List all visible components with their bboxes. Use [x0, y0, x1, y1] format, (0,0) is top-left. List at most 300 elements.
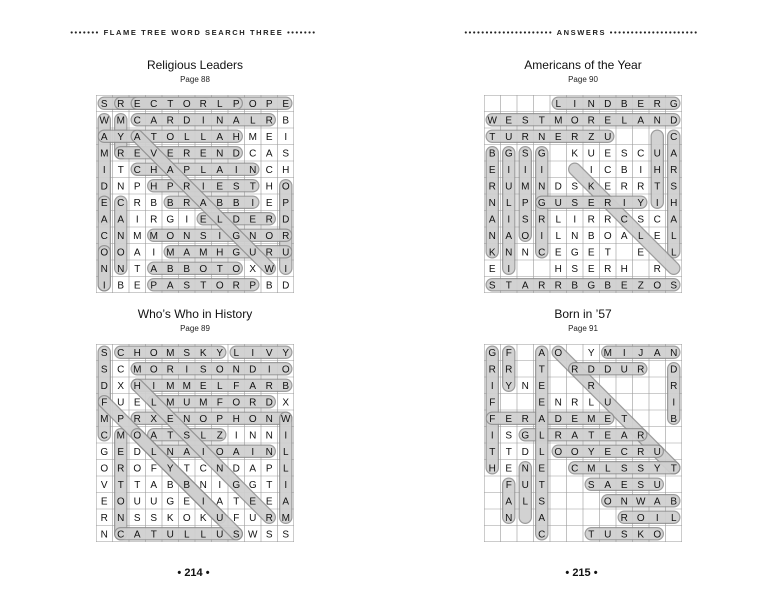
- grid-letter: S: [183, 280, 191, 292]
- grid-letter: W: [99, 115, 109, 127]
- grid-letter: T: [538, 115, 545, 127]
- grid-letter: G: [504, 148, 513, 160]
- grid-letter: R: [571, 364, 579, 376]
- grid-letter: G: [669, 98, 678, 110]
- grid-letter: O: [116, 247, 125, 259]
- grid-letter: N: [100, 263, 108, 275]
- grid-letter: Z: [637, 280, 644, 292]
- grid-letter: K: [166, 512, 174, 524]
- grid-letter: L: [555, 214, 562, 226]
- grid-letter: C: [637, 148, 645, 160]
- grid-letter: R: [637, 364, 645, 376]
- grid-letter: H: [133, 347, 141, 359]
- grid-letter: S: [521, 148, 529, 160]
- grid-letter: R: [604, 263, 612, 275]
- grid-letter: S: [100, 364, 108, 376]
- grid-letter: S: [488, 280, 496, 292]
- grid-letter: R: [488, 364, 496, 376]
- grid-letter: G: [248, 479, 257, 491]
- grid-letter: N: [554, 397, 562, 409]
- grid-letter: M: [182, 380, 191, 392]
- grid-letter: T: [200, 280, 207, 292]
- grid-letter: P: [183, 164, 191, 176]
- grid-letter: N: [199, 479, 207, 491]
- grid-letter: M: [166, 247, 175, 259]
- grid-letter: F: [505, 347, 512, 359]
- grid-letter: A: [538, 512, 546, 524]
- right-page: [388, 0, 775, 600]
- grid-letter: I: [267, 364, 271, 376]
- grid-letter: T: [604, 247, 611, 259]
- grid-letter: M: [199, 247, 208, 259]
- grid-letter: B: [282, 380, 290, 392]
- word-search-grid: [484, 95, 682, 293]
- grid-letter: U: [521, 479, 529, 491]
- grid-letter: C: [199, 463, 207, 475]
- grid-letter: U: [282, 247, 290, 259]
- grid-letter: I: [185, 214, 189, 226]
- grid-letter: E: [199, 380, 207, 392]
- grid-letter: D: [232, 463, 240, 475]
- grid-letter: R: [587, 380, 595, 392]
- grid-letter: A: [620, 430, 628, 442]
- grid-letter: R: [637, 430, 645, 442]
- grid-letter: B: [571, 280, 579, 292]
- grid-letter: R: [521, 131, 529, 143]
- grid-letter: N: [620, 496, 628, 508]
- grid-letter: Y: [637, 197, 645, 209]
- grid-letter: O: [265, 230, 274, 242]
- grid-letter: X: [282, 397, 290, 409]
- grid-letter: R: [117, 148, 125, 160]
- puzzle-page-ref: Page 88: [180, 75, 210, 84]
- grid-letter: T: [150, 131, 157, 143]
- grid-letter: O: [166, 230, 175, 242]
- grid-letter: T: [134, 479, 141, 491]
- grid-letter: L: [621, 115, 628, 127]
- grid-letter: N: [571, 230, 579, 242]
- grid-letter: G: [587, 280, 596, 292]
- grid-letter: I: [201, 446, 205, 458]
- grid-letter: R: [133, 197, 141, 209]
- grid-letter: N: [183, 413, 191, 425]
- grid-letter: P: [166, 181, 174, 193]
- grid-letter: R: [554, 430, 562, 442]
- grid-letter: I: [523, 164, 527, 176]
- grid-letter: H: [150, 181, 158, 193]
- grid-letter: D: [100, 380, 108, 392]
- grid-letter: E: [587, 263, 595, 275]
- grid-letter: O: [100, 247, 109, 259]
- grid-letter: I: [218, 230, 222, 242]
- grid-letter: U: [587, 148, 595, 160]
- grid-letter: F: [489, 413, 496, 425]
- grid-letter: T: [117, 479, 124, 491]
- grid-letter: A: [670, 214, 678, 226]
- grid-letter: F: [505, 479, 512, 491]
- grid-letter: A: [538, 347, 546, 359]
- grid-letter: D: [265, 397, 273, 409]
- grid-letter: P: [282, 197, 290, 209]
- grid-letter: M: [199, 397, 208, 409]
- grid-letter: N: [117, 181, 125, 193]
- grid-letter: H: [282, 164, 290, 176]
- grid-letter: D: [133, 446, 141, 458]
- grid-letter: K: [199, 512, 207, 524]
- grid-letter: E: [620, 280, 628, 292]
- grid-letter: A: [282, 496, 290, 508]
- grid-letter: C: [620, 214, 628, 226]
- grid-letter: O: [603, 230, 612, 242]
- grid-letter: R: [183, 148, 191, 160]
- grid-letter: E: [604, 413, 612, 425]
- grid-letter: O: [133, 430, 142, 442]
- grid-letter: T: [654, 181, 661, 193]
- puzzle-title: Who’s Who in History: [137, 307, 253, 321]
- grid-letter: N: [249, 230, 257, 242]
- grid-letter: C: [653, 214, 661, 226]
- grid-letter: A: [249, 463, 257, 475]
- grid-letter: P: [265, 98, 273, 110]
- grid-letter: B: [166, 479, 174, 491]
- grid-letter: S: [637, 214, 645, 226]
- grid-letter: U: [554, 197, 562, 209]
- grid-letter: A: [521, 280, 529, 292]
- grid-letter: E: [265, 131, 273, 143]
- grid-letter: S: [670, 280, 678, 292]
- grid-letter: I: [622, 347, 626, 359]
- grid-letter: L: [216, 380, 223, 392]
- grid-letter: I: [102, 164, 106, 176]
- grid-letter: C: [117, 364, 125, 376]
- grid-letter: E: [538, 397, 546, 409]
- grid-letter: P: [249, 280, 257, 292]
- grid-letter: I: [135, 214, 139, 226]
- grid-letter: T: [216, 263, 223, 275]
- grid-letter: R: [249, 397, 257, 409]
- grid-letter: M: [100, 148, 109, 160]
- grid-letter: H: [653, 164, 661, 176]
- grid-letter: U: [150, 496, 158, 508]
- grid-letter: N: [670, 347, 678, 359]
- grid-letter: F: [150, 463, 157, 475]
- grid-letter: I: [540, 164, 544, 176]
- puzzle-title: Born in ’57: [554, 307, 612, 321]
- grid-letter: M: [166, 347, 175, 359]
- grid-letter: E: [166, 148, 174, 160]
- grid-letter: I: [284, 479, 288, 491]
- grid-letter: R: [653, 263, 661, 275]
- grid-letter: E: [183, 496, 191, 508]
- grid-letter: A: [117, 214, 125, 226]
- grid-letter: E: [249, 214, 257, 226]
- grid-letter: A: [604, 479, 612, 491]
- page-header: ••••••• FLAME TREE WORD SEARCH THREE •••••••: [70, 28, 317, 37]
- grid-letter: I: [655, 512, 659, 524]
- grid-letter: C: [604, 164, 612, 176]
- grid-letter: D: [282, 280, 290, 292]
- grid-letter: O: [603, 496, 612, 508]
- grid-letter: N: [587, 98, 595, 110]
- grid-letter: M: [133, 364, 142, 376]
- grid-letter: R: [265, 247, 273, 259]
- grid-letter: R: [571, 397, 579, 409]
- grid-letter: D: [183, 115, 191, 127]
- grid-letter: R: [538, 280, 546, 292]
- grid-letter: E: [505, 115, 513, 127]
- grid-letter: N: [216, 148, 224, 160]
- left-page: [0, 0, 387, 600]
- grid-letter: E: [505, 413, 513, 425]
- grid-letter: C: [249, 148, 257, 160]
- grid-letter: A: [150, 263, 158, 275]
- grid-letter: T: [489, 131, 496, 143]
- grid-letter: M: [587, 463, 596, 475]
- grid-letter: H: [265, 181, 273, 193]
- grid-letter: R: [282, 230, 290, 242]
- grid-letter: E: [653, 230, 661, 242]
- grid-letter: A: [505, 496, 513, 508]
- grid-letter: A: [150, 430, 158, 442]
- grid-letter: A: [199, 197, 207, 209]
- grid-letter: N: [117, 230, 125, 242]
- grid-letter: F: [233, 512, 240, 524]
- grid-letter: T: [621, 413, 628, 425]
- grid-letter: N: [265, 430, 273, 442]
- grid-letter: R: [571, 131, 579, 143]
- grid-letter: T: [249, 181, 256, 193]
- grid-letter: L: [555, 98, 562, 110]
- grid-letter: D: [232, 148, 240, 160]
- grid-letter: R: [554, 280, 562, 292]
- grid-letter: T: [538, 364, 545, 376]
- grid-letter: G: [232, 247, 241, 259]
- grid-letter: O: [232, 397, 241, 409]
- grid-letter: B: [117, 280, 125, 292]
- grid-letter: G: [100, 446, 109, 458]
- grid-letter: T: [538, 479, 545, 491]
- grid-letter: L: [233, 347, 240, 359]
- grid-letter: L: [538, 430, 545, 442]
- grid-letter: R: [133, 413, 141, 425]
- grid-letter: M: [603, 347, 612, 359]
- grid-letter: D: [554, 181, 562, 193]
- grid-letter: O: [636, 512, 645, 524]
- grid-letter: I: [573, 214, 577, 226]
- grid-letter: E: [637, 98, 645, 110]
- grid-letter: A: [232, 115, 240, 127]
- grid-letter: U: [166, 529, 174, 541]
- grid-letter: O: [215, 280, 224, 292]
- grid-letter: Y: [505, 380, 513, 392]
- grid-letter: R: [670, 164, 678, 176]
- grid-letter: U: [117, 397, 125, 409]
- grid-letter: O: [182, 512, 191, 524]
- grid-letter: U: [653, 148, 661, 160]
- grid-letter: E: [199, 214, 207, 226]
- grid-letter: E: [604, 430, 612, 442]
- grid-letter: L: [588, 397, 595, 409]
- grid-letter: N: [521, 247, 529, 259]
- grid-letter: O: [199, 263, 208, 275]
- grid-letter: E: [133, 148, 141, 160]
- grid-letter: E: [216, 181, 224, 193]
- grid-letter: N: [488, 230, 496, 242]
- grid-letter: H: [488, 463, 496, 475]
- grid-letter: D: [249, 364, 257, 376]
- grid-letter: O: [554, 347, 563, 359]
- grid-letter: E: [637, 247, 645, 259]
- grid-letter: R: [637, 446, 645, 458]
- grid-letter: O: [232, 263, 241, 275]
- grid-letter: E: [133, 98, 141, 110]
- grid-letter: R: [265, 380, 273, 392]
- grid-letter: E: [587, 197, 595, 209]
- grid-letter: R: [488, 181, 496, 193]
- grid-letter: H: [232, 131, 240, 143]
- grid-letter: N: [505, 512, 513, 524]
- grid-letter: A: [620, 230, 628, 242]
- grid-letter: T: [183, 463, 190, 475]
- grid-letter: R: [604, 197, 612, 209]
- grid-letter: I: [573, 98, 577, 110]
- grid-letter: M: [133, 230, 142, 242]
- grid-letter: S: [670, 181, 678, 193]
- grid-letter: O: [653, 529, 662, 541]
- grid-letter: O: [215, 446, 224, 458]
- grid-letter: V: [265, 347, 273, 359]
- grid-letter: B: [670, 496, 678, 508]
- grid-letter: W: [264, 263, 274, 275]
- grid-letter: A: [637, 115, 645, 127]
- grid-letter: X: [150, 413, 158, 425]
- grid-letter: E: [538, 463, 546, 475]
- grid-letter: Y: [587, 347, 595, 359]
- grid-letter: B: [183, 263, 191, 275]
- grid-letter: I: [622, 197, 626, 209]
- grid-letter: N: [117, 263, 125, 275]
- grid-letter: T: [167, 98, 174, 110]
- grid-letter: Y: [282, 347, 290, 359]
- grid-letter: B: [166, 197, 174, 209]
- grid-letter: N: [232, 364, 240, 376]
- grid-letter: S: [521, 115, 529, 127]
- grid-letter: I: [507, 164, 511, 176]
- grid-letter: E: [133, 397, 141, 409]
- grid-letter: X: [249, 263, 257, 275]
- grid-letter: G: [488, 347, 497, 359]
- grid-letter: L: [505, 197, 512, 209]
- grid-letter: O: [248, 98, 257, 110]
- grid-letter: A: [166, 164, 174, 176]
- grid-letter: C: [117, 197, 125, 209]
- page-number: • 214 •: [177, 567, 210, 579]
- grid-letter: K: [571, 148, 579, 160]
- grid-letter: L: [183, 131, 190, 143]
- grid-letter: G: [521, 430, 530, 442]
- grid-letter: L: [282, 446, 289, 458]
- grid-letter: T: [233, 496, 240, 508]
- grid-letter: O: [199, 413, 208, 425]
- grid-letter: E: [100, 197, 108, 209]
- grid-letter: I: [507, 263, 511, 275]
- grid-letter: T: [266, 479, 273, 491]
- grid-letter: O: [521, 230, 530, 242]
- grid-letter: B: [282, 115, 290, 127]
- grid-letter: K: [199, 347, 207, 359]
- grid-letter: L: [282, 463, 289, 475]
- grid-letter: N: [216, 463, 224, 475]
- grid-letter: B: [620, 164, 628, 176]
- grid-letter: M: [281, 512, 290, 524]
- grid-letter: R: [265, 512, 273, 524]
- grid-letter: B: [183, 479, 191, 491]
- grid-letter: A: [538, 413, 546, 425]
- grid-letter: U: [653, 446, 661, 458]
- grid-letter: O: [215, 364, 224, 376]
- grid-letter: S: [100, 98, 108, 110]
- grid-letter: B: [488, 148, 496, 160]
- grid-letter: B: [150, 197, 158, 209]
- grid-letter: C: [620, 446, 628, 458]
- grid-letter: S: [521, 214, 529, 226]
- grid-letter: O: [248, 413, 257, 425]
- grid-letter: U: [505, 181, 513, 193]
- grid-letter: U: [604, 397, 612, 409]
- grid-letter: Z: [216, 430, 223, 442]
- grid-letter: N: [183, 230, 191, 242]
- grid-letter: C: [133, 115, 141, 127]
- grid-letter: A: [133, 131, 141, 143]
- grid-letter: I: [234, 430, 238, 442]
- grid-letter: Z: [588, 131, 595, 143]
- grid-letter: M: [100, 413, 109, 425]
- grid-letter: A: [133, 247, 141, 259]
- grid-letter: U: [620, 364, 628, 376]
- grid-letter: E: [488, 263, 496, 275]
- grid-letter: E: [604, 148, 612, 160]
- grid-letter: S: [620, 148, 628, 160]
- grid-letter: R: [620, 512, 628, 524]
- grid-letter: M: [554, 115, 563, 127]
- grid-letter: E: [554, 247, 562, 259]
- grid-letter: R: [505, 364, 513, 376]
- grid-letter: T: [588, 430, 595, 442]
- grid-letter: W: [281, 413, 291, 425]
- grid-letter: M: [248, 131, 257, 143]
- grid-letter: B: [604, 280, 612, 292]
- grid-letter: I: [490, 430, 494, 442]
- grid-letter: E: [166, 413, 174, 425]
- grid-letter: O: [281, 181, 290, 193]
- grid-letter: H: [670, 197, 678, 209]
- grid-letter: S: [199, 230, 207, 242]
- grid-letter: S: [637, 479, 645, 491]
- grid-letter: M: [166, 380, 175, 392]
- grid-letter: L: [604, 463, 611, 475]
- grid-letter: C: [265, 164, 273, 176]
- grid-letter: R: [653, 98, 661, 110]
- grid-letter: E: [133, 280, 141, 292]
- grid-letter: I: [201, 496, 205, 508]
- puzzle-title: Religious Leaders: [146, 58, 244, 72]
- grid-letter: L: [249, 115, 256, 127]
- grid-letter: A: [653, 347, 661, 359]
- grid-letter: O: [149, 364, 158, 376]
- grid-letter: R: [117, 98, 125, 110]
- grid-letter: A: [150, 479, 158, 491]
- grid-letter: D: [670, 364, 678, 376]
